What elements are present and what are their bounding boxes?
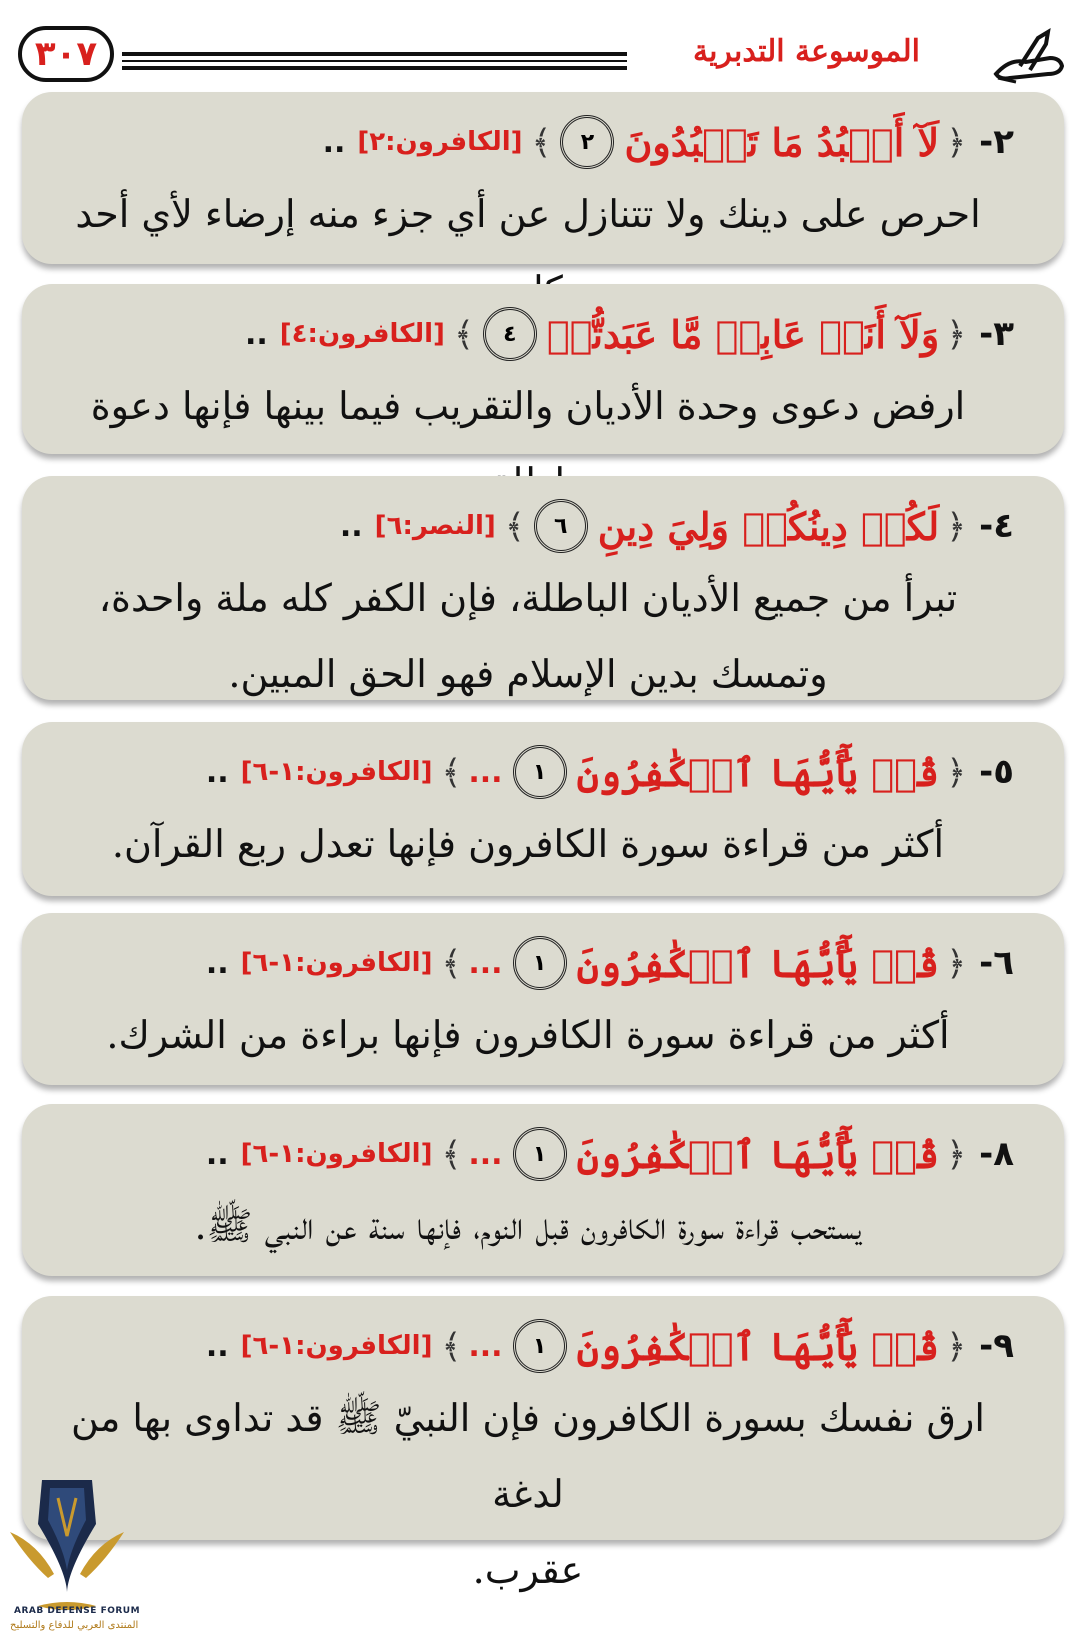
lesson-card — [22, 1296, 1064, 1592]
verse-line — [52, 492, 1014, 560]
ayah-number-marker: ١ — [513, 936, 567, 990]
lesson-text: احرص على دينك ولا تتنازل عن أي جزء منه إرضاء لأي أحد — [75, 192, 981, 236]
item-number: ٦- — [979, 943, 1014, 983]
ornate-bracket-close-icon: ﴾ — [441, 943, 462, 984]
ayah-number-marker: ٢ — [560, 115, 614, 169]
verse-line — [52, 108, 1014, 176]
trailing-dots: .. — [322, 124, 346, 160]
verse-reference: [الكافرون:١-٦] — [240, 1139, 433, 1169]
lesson-card — [22, 913, 1064, 1085]
verse-reference: [الكافرون:٤] — [279, 319, 445, 349]
lesson-text: ارفض دعوى وحدة الأديان والتقريب فيما بينها فإنها دعوة — [90, 384, 966, 428]
page-number: ٣٠٧ — [34, 34, 98, 74]
trailing-dots: .. — [205, 754, 229, 790]
verse-reference: [النصر:٦] — [374, 511, 496, 541]
watermark-english: ARAB DEFENSE FORUM — [14, 1606, 141, 1616]
ornate-bracket-close-icon: ﴾ — [453, 314, 474, 355]
lesson-card — [22, 722, 1064, 896]
trailing-dots: .. — [244, 316, 268, 352]
ayah-number-marker: ١ — [513, 745, 567, 799]
verse-text: لَكُمۡ دِينُكُمۡ وَلِيَ دِينِ — [597, 503, 940, 549]
page-header — [0, 0, 1080, 90]
lesson-text: ارق نفسك بسورة الكافرون فإن النبيّ ﷺ قد تداوى بها من لدغة — [71, 1396, 985, 1516]
lesson-card — [22, 284, 1064, 454]
verse-text: قُلۡ يَٰٓأَيُّهَا ٱلۡكَٰفِرُونَ — [576, 940, 940, 986]
verse-text: لَآ أَعۡبُدُ مَا تَعۡبُدُونَ — [624, 119, 940, 165]
ayah-number-marker: ٤ — [483, 307, 537, 361]
watermark-arabic: المنتدى العربي للدفاع والتسليح — [10, 1620, 139, 1631]
verse-reference: [الكافرون:١-٦] — [240, 1331, 433, 1361]
verse-reference: [الكافرون:١-٦] — [240, 948, 433, 978]
ornate-bracket-open-icon: ﴿ — [946, 1326, 967, 1367]
page-number-badge — [18, 26, 114, 82]
ornate-bracket-open-icon: ﴿ — [946, 943, 967, 984]
lesson-card — [22, 476, 1064, 700]
ornate-bracket-open-icon: ﴿ — [946, 314, 967, 355]
ayah-number-marker: ١ — [513, 1319, 567, 1373]
item-number: ٥- — [979, 752, 1014, 792]
item-number: ٣- — [979, 314, 1014, 354]
verse-reference: [الكافرون:١-٦] — [240, 757, 433, 787]
ornate-bracket-close-icon: ﴾ — [441, 752, 462, 793]
verse-ellipsis: ... — [468, 1136, 503, 1172]
verse-ellipsis: ... — [468, 754, 503, 790]
verse-line — [52, 738, 1014, 806]
trailing-dots: .. — [339, 508, 363, 544]
trailing-dots: .. — [205, 1136, 229, 1172]
lesson-text: تبرأ من جميع الأديان الباطلة، فإن الكفر كله ملة واحدة، — [98, 576, 958, 620]
ornate-bracket-close-icon: ﴾ — [531, 122, 552, 163]
ayah-number-marker: ٦ — [534, 499, 588, 553]
ornate-bracket-close-icon: ﴾ — [441, 1134, 462, 1175]
pen-writing-icon — [990, 28, 1068, 86]
item-number: ٢- — [979, 122, 1014, 162]
ornate-bracket-open-icon: ﴿ — [946, 752, 967, 793]
verse-ellipsis: ... — [468, 945, 503, 981]
lesson-text: يستحب قراءة سورة الكافرون قبل النوم، فإنها سنة عن النبي ﷺ. — [194, 1204, 862, 1248]
ornate-bracket-close-icon: ﴾ — [504, 506, 525, 547]
verse-text: قُلۡ يَٰٓأَيُّهَا ٱلۡكَٰفِرُونَ — [576, 749, 940, 795]
header-rule — [122, 60, 627, 62]
lesson-text: عقرب. — [472, 1548, 584, 1592]
verse-text: وَلَآ أَنَا۠ عَابِدٞ مَّا عَبَدتُّمۡ — [546, 311, 940, 357]
lesson-card — [22, 92, 1064, 264]
lesson-card — [22, 1104, 1064, 1276]
ayah-number-marker: ١ — [513, 1127, 567, 1181]
item-number: ٤- — [979, 506, 1014, 546]
verse-line — [52, 929, 1014, 997]
book-title: الموسوعة التدبرية — [693, 34, 920, 69]
lesson-text: أكثر من قراءة سورة الكافرون فإنها تعدل ربع القرآن. — [111, 822, 945, 866]
header-rule — [122, 52, 627, 56]
verse-line — [52, 1120, 1014, 1188]
lesson-text: أكثر من قراءة سورة الكافرون فإنها براءة من الشرك. — [106, 1013, 950, 1057]
trailing-dots: .. — [205, 1328, 229, 1364]
lesson-text: وتمسك بدين الإسلام فهو الحق المبين. — [228, 652, 828, 696]
ornate-bracket-close-icon: ﴾ — [441, 1326, 462, 1367]
verse-line — [52, 300, 1014, 368]
item-number: ٩- — [979, 1326, 1014, 1366]
item-number: ٨- — [979, 1134, 1014, 1174]
verse-text: قُلۡ يَٰٓأَيُّهَا ٱلۡكَٰفِرُونَ — [576, 1131, 940, 1177]
trailing-dots: .. — [205, 945, 229, 981]
verse-reference: [الكافرون:٢] — [357, 127, 523, 157]
verse-ellipsis: ... — [468, 1328, 503, 1364]
ornate-bracket-open-icon: ﴿ — [946, 506, 967, 547]
ornate-bracket-open-icon: ﴿ — [946, 122, 967, 163]
ornate-bracket-open-icon: ﴿ — [946, 1134, 967, 1175]
verse-line — [52, 1312, 1014, 1380]
verse-text: قُلۡ يَٰٓأَيُّهَا ٱلۡكَٰفِرُونَ — [576, 1323, 940, 1369]
header-rule — [122, 66, 627, 70]
